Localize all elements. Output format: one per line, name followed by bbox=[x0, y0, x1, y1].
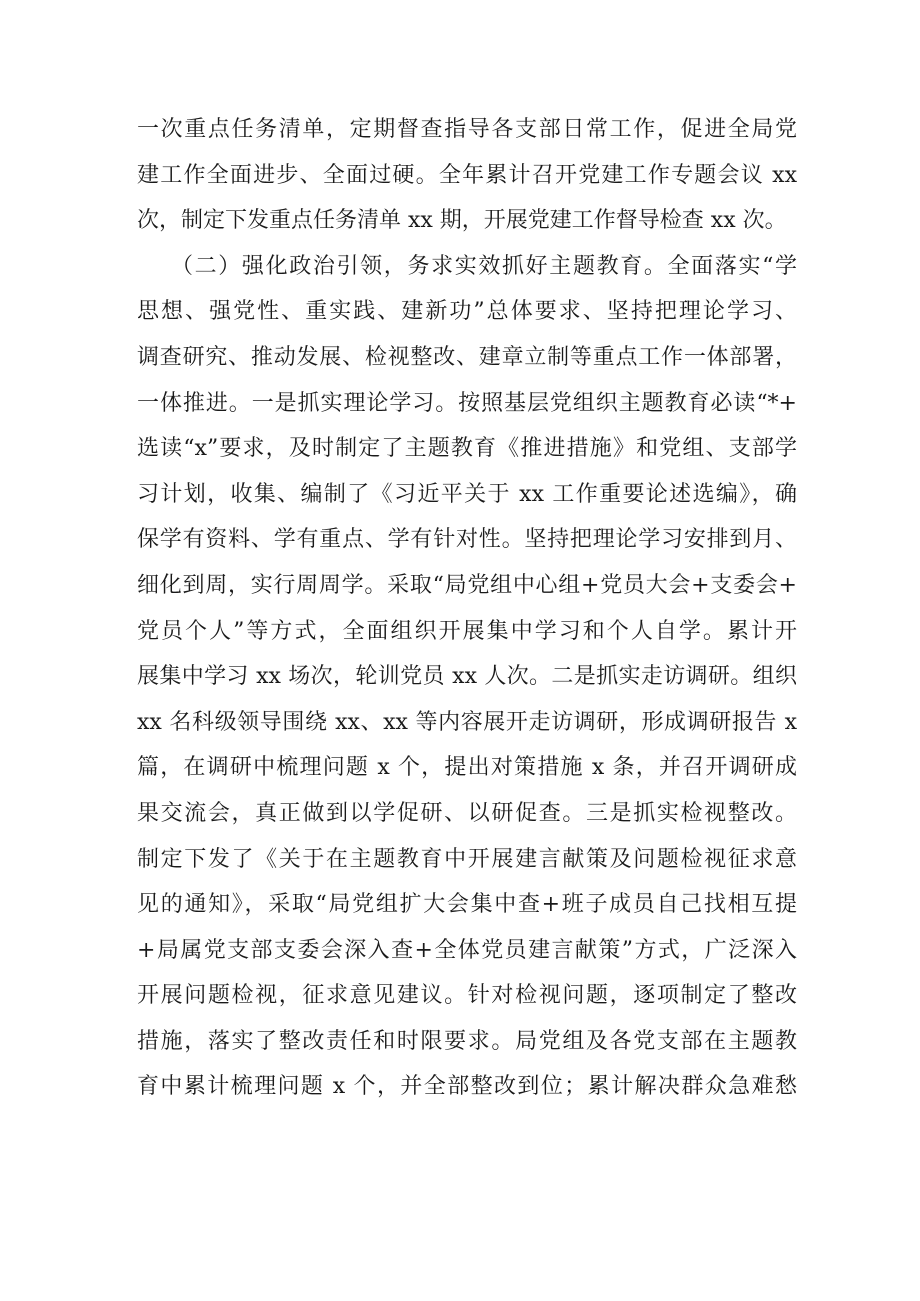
text-line: 措施，落实了整改责任和时限要求。局党组及各党支部在主题教 bbox=[137, 1028, 797, 1054]
text-line: 见的通知》，采取“局党组扩大会集中查+班子成员自己找相互提 bbox=[137, 892, 797, 918]
text-line: +局属党支部支委会深入查+全体党员建言献策”方式，广泛深入 bbox=[137, 937, 797, 963]
text-line: xx 名科级领导围绕 xx、xx 等内容展开走访调研，形成调研报告 x bbox=[137, 709, 797, 735]
text-line: （二）强化政治引领，务求实效抓好主题教育。全面落实“学 bbox=[171, 253, 797, 279]
text-line: 开展问题检视，征求意见建议。针对检视问题，逐项制定了整改 bbox=[137, 983, 797, 1009]
text-line: 建工作全面进步、全面过硬。全年累计召开党建工作专题会议 xx bbox=[137, 162, 797, 188]
text-line: 制定下发了《关于在主题教育中开展建言献策及问题检视征求意 bbox=[137, 846, 797, 872]
text-line: 习计划，收集、编制了《习近平关于 xx 工作重要论述选编》，确 bbox=[137, 481, 797, 507]
text-line: 保学有资料、学有重点、学有针对性。坚持把理论学习安排到月、 bbox=[137, 527, 797, 553]
text-line: 次，制定下发重点任务清单 xx 期，开展党建工作督导检查 xx 次。 bbox=[137, 208, 787, 234]
text-line: 篇，在调研中梳理问题 x 个，提出对策措施 x 条，并召开调研成 bbox=[137, 755, 797, 781]
text-line: 育中累计梳理问题 x 个，并全部整改到位；累计解决群众急难愁 bbox=[137, 1074, 797, 1100]
text-line: 选读“x”要求，及时制定了主题教育《推进措施》和党组、支部学 bbox=[137, 436, 797, 462]
text-line: 一次重点任务清单，定期督查指导各支部日常工作，促进全局党 bbox=[137, 117, 797, 142]
text-line: 思想、强党性、重实践、建新功”总体要求、坚持把理论学习、 bbox=[137, 299, 797, 325]
text-line: 党员个人”等方式，全面组织开展集中学习和个人自学。累计开 bbox=[137, 618, 797, 644]
text-line: 果交流会，真正做到以学促研、以研促查。三是抓实检视整改。 bbox=[137, 800, 797, 826]
text-line: 展集中学习 xx 场次，轮训党员 xx 人次。二是抓实走访调研。组织 bbox=[137, 664, 797, 690]
text-line: 调查研究、推动发展、检视整改、建章立制等重点工作一体部署， bbox=[137, 344, 797, 370]
text-line: 细化到周，实行周周学。采取“局党组中心组+党员大会+支委会+ bbox=[137, 572, 797, 598]
text-line: 一体推进。一是抓实理论学习。按照基层党组织主题教育必读“*+ bbox=[137, 390, 797, 416]
body-text bbox=[137, 107, 797, 1110]
